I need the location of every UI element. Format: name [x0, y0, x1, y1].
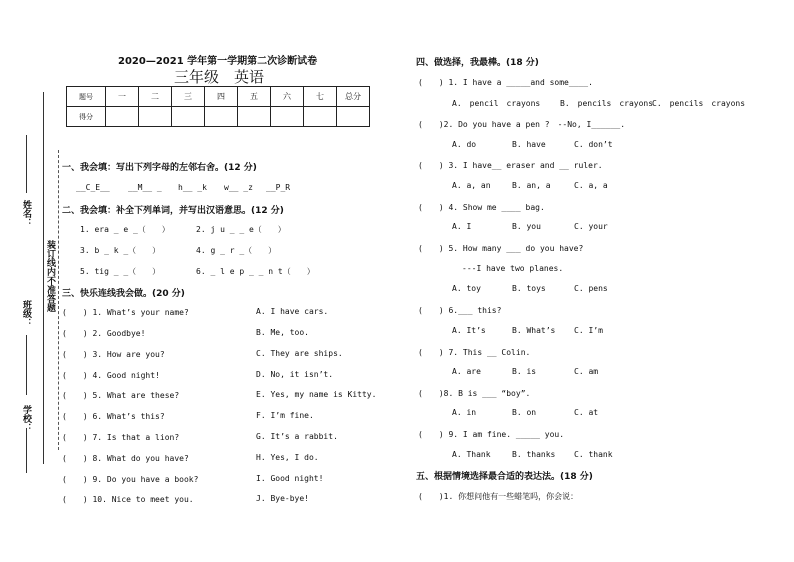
match-right-item: A. I have cars. [256, 307, 329, 316]
word-item: 5. tig _ _（ ） [80, 267, 161, 276]
choice-option: A. in [452, 408, 477, 417]
match-right-item: I. Good night! [256, 474, 324, 483]
class-underline [26, 335, 27, 395]
choice-option: C. am [574, 367, 599, 376]
choice-option: B. have [512, 140, 546, 149]
choice-question: ( ) 6.___ this? [418, 306, 502, 315]
choice-option: B. What’s [512, 326, 556, 335]
letter-item: h__ _k [178, 183, 207, 192]
match-left-item: ( ) 4. Good night! [62, 371, 160, 380]
section2-heading: 二、我会填：补全下列单词，并写出汉语意思。(12 分) [62, 206, 284, 216]
word-item: 1. era _ e _（ ） [80, 225, 170, 234]
choice-option: A. a, an [452, 181, 491, 190]
choice-option: B. on [512, 408, 537, 417]
situation-question: ( )1. 你想问他有一些蜡笔吗，你会说： [418, 492, 579, 501]
name-label: 姓名： [21, 200, 31, 227]
section5-heading: 五、根据情境选择最合适的表达法。(18 分) [416, 472, 593, 482]
score-input-cell[interactable] [304, 107, 337, 127]
match-left-item: ( ) 7. Is that a lion? [62, 433, 180, 442]
choice-question: ( ) 1. I have a _____and some____. [418, 78, 593, 87]
letter-item: __P_R [266, 183, 291, 192]
score-cell: 一 [106, 87, 139, 107]
score-cell: 二 [139, 87, 172, 107]
score-cell: 三 [172, 87, 205, 107]
choice-option: A. It’s [452, 326, 486, 335]
choice-option: B. pencils crayons [560, 99, 654, 108]
match-left-item: ( ) 8. What do you have? [62, 454, 189, 463]
choice-question: ( ) 9. I am fine. _____ you. [418, 430, 565, 439]
choice-option: A. pencil crayons [452, 99, 541, 108]
choice-option: B. toys [512, 284, 546, 293]
school-label: 学校： [21, 405, 31, 432]
choice-option: C. thank [574, 450, 613, 459]
match-left-item: ( ) 9. Do you have a book? [62, 475, 199, 484]
binding-dashed-line [58, 150, 59, 450]
seal-line-notice: 装订线内不准答题 [45, 240, 55, 312]
choice-question: ( ) 5. How many ___ do you have? [418, 244, 584, 253]
match-left-item: ( ) 1. What’s your name? [62, 308, 189, 317]
choice-option: C. your [574, 222, 608, 231]
score-input-cell[interactable] [205, 107, 238, 127]
choice-option: B. you [512, 222, 541, 231]
score-input-cell[interactable] [337, 107, 370, 127]
score-header-row [67, 87, 370, 107]
match-right-item: G. It’s a rabbit. [256, 432, 338, 441]
word-item: 4. g _ r _（ ） [196, 246, 277, 255]
score-cell: 四 [205, 87, 238, 107]
choice-question: ( )2. Do you have a pen ? --No, I______. [418, 120, 626, 129]
choice-option: B. is [512, 367, 537, 376]
class-label: 班级： [21, 300, 31, 327]
score-cell: 得分 [67, 107, 106, 127]
score-cell: 七 [304, 87, 337, 107]
match-right-item: B. Me, too. [256, 328, 309, 337]
choice-option: C. pencils crayons [652, 99, 746, 108]
word-item: 6. _ l e p _ _ n t（ ） [196, 267, 315, 276]
choice-option: A. I [452, 222, 472, 231]
choice-question: ( ) 3. I have__ eraser and __ ruler. [418, 161, 603, 170]
match-left-item: ( ) 5. What are these? [62, 391, 180, 400]
choice-option: A. Thank [452, 450, 491, 459]
choice-question: ( ) 7. This __ Colin. [418, 348, 531, 357]
school-underline [26, 428, 27, 473]
match-right-item: H. Yes, I do. [256, 453, 319, 462]
exam-title: 2020—2021 学年第一学期第二次诊断试卷 [118, 56, 318, 67]
section1-heading: 一、我会填：写出下列字母的左邻右舍。(12 分) [62, 163, 257, 173]
choice-option: C. a, a [574, 181, 608, 190]
score-input-cell[interactable] [172, 107, 205, 127]
choice-option: C. at [574, 408, 599, 417]
score-table [66, 86, 370, 127]
choice-option: A. are [452, 367, 481, 376]
score-cell: 总分 [337, 87, 370, 107]
letter-item: __C_E__ [76, 183, 110, 192]
score-input-cell[interactable] [106, 107, 139, 127]
name-underline [26, 135, 27, 193]
word-item: 2. j u _ _ e（ ） [196, 225, 286, 234]
score-cell: 题号 [67, 87, 106, 107]
choice-option: C. pens [574, 284, 608, 293]
match-left-item: ( ) 10. Nice to meet you. [62, 495, 194, 504]
word-item: 3. b _ k _（ ） [80, 246, 161, 255]
match-right-item: E. Yes, my name is Kitty. [256, 390, 377, 399]
choice-option: B. thanks [512, 450, 556, 459]
match-left-item: ( ) 3. How are you? [62, 350, 165, 359]
choice-option: C. don’t [574, 140, 613, 149]
choice-question-subline: ---I have two planes. [462, 264, 564, 273]
match-right-item: J. Bye-bye! [256, 494, 309, 503]
match-right-item: D. No, it isn’t. [256, 370, 334, 379]
match-right-item: F. I’m fine. [256, 411, 314, 420]
exam-subtitle: 三年级 英语 [174, 68, 265, 86]
choice-option: A. toy [452, 284, 481, 293]
score-input-cell[interactable] [139, 107, 172, 127]
letter-item: w__ _z [224, 183, 253, 192]
choice-option: B. an, a [512, 181, 551, 190]
score-cell: 五 [238, 87, 271, 107]
letter-item: __M__ _ [128, 183, 162, 192]
choice-option: C. I’m [574, 326, 603, 335]
score-input-cell[interactable] [238, 107, 271, 127]
score-input-cell[interactable] [271, 107, 304, 127]
choice-option: A. do [452, 140, 477, 149]
match-left-item: ( ) 6. What’s this? [62, 412, 165, 421]
score-cell: 六 [271, 87, 304, 107]
match-right-item: C. They are ships. [256, 349, 343, 358]
choice-question: ( ) 4. Show me ____ bag. [418, 203, 545, 212]
score-value-row [67, 107, 370, 127]
match-left-item: ( ) 2. Goodbye! [62, 329, 146, 338]
section3-heading: 三、快乐连线我会做。(20 分) [62, 289, 185, 299]
section4-heading: 四、做选择，我最棒。(18 分) [416, 58, 539, 68]
choice-question: ( )8. B is ___ “boy”. [418, 389, 531, 398]
